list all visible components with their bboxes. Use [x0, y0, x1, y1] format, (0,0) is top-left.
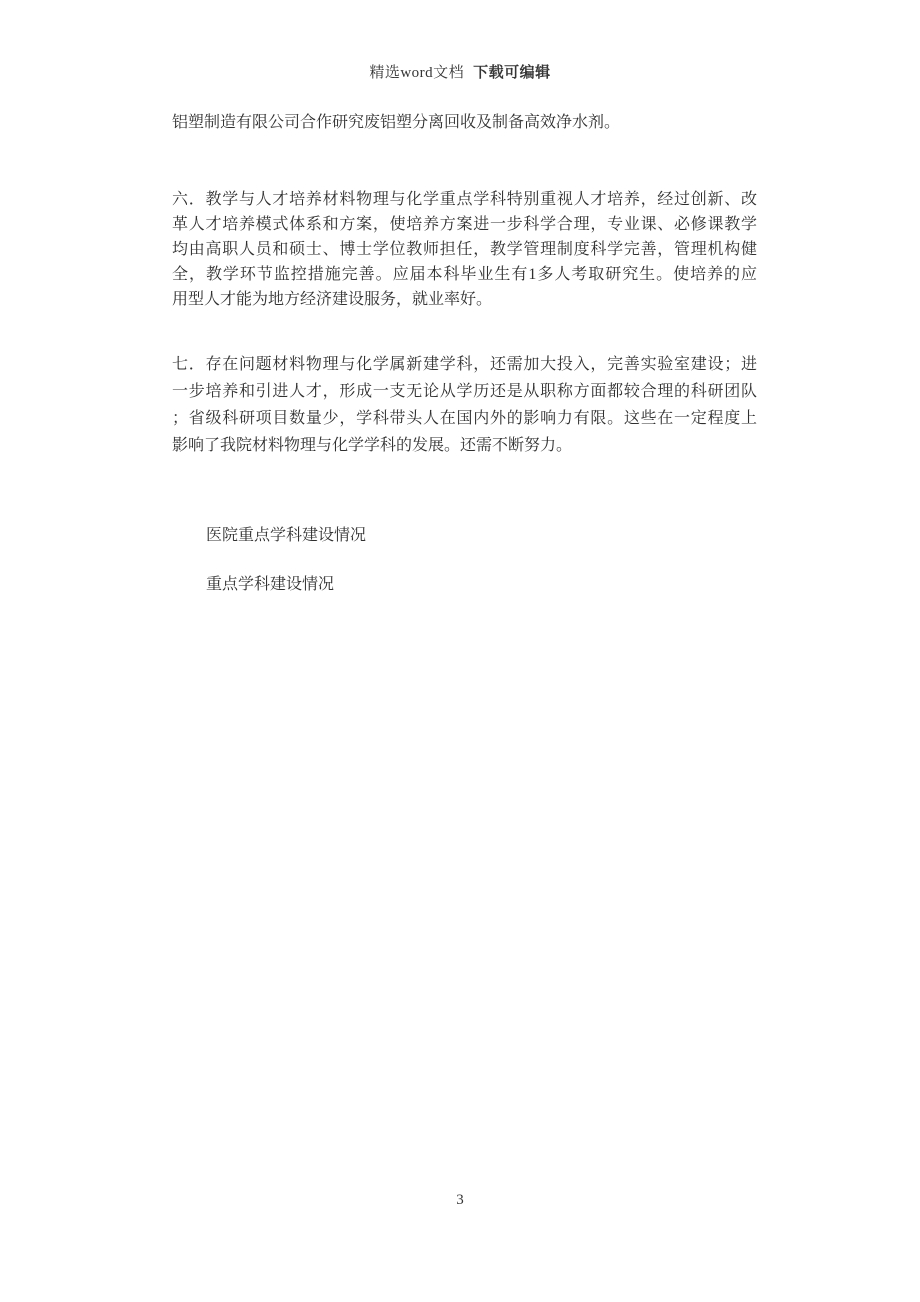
paragraph-continuation: [172, 111, 757, 135]
text-line: 一步培养和引进人才，形成一支无论从学历还是从职称方面都较合理的科研团队: [172, 383, 757, 400]
text-line: 均由高职人员和硕士、博士学位教师担任，教学管理制度科学完善，管理机构健: [172, 241, 757, 258]
caption-key-discipline: 重点学科建设情况: [206, 576, 335, 593]
page-number: 3: [456, 1192, 464, 1208]
text-line: 影响了我院材料物理与化学学科的发展。还需不断努力。: [172, 437, 573, 454]
header-watermark: [0, 61, 920, 82]
text-line: 七．存在问题材料物理与化学属新建学科，还需加大投入，完善实验室建设；进: [172, 356, 757, 373]
paragraph-seven-problems: [172, 351, 757, 459]
text-line: 用型人才能为地方经济建设服务，就业率好。: [172, 291, 493, 308]
header-watermark-right: 下载可编辑: [473, 65, 551, 81]
text-line: 铝塑制造有限公司合作研究废铝塑分离回收及制备高效净水剂。: [172, 114, 621, 131]
header-watermark-left: 精选word文档: [369, 65, 465, 81]
text-line: 全，教学环节监控措施完善。应届本科毕业生有1多人考取研究生。使培养的应: [172, 266, 757, 283]
caption-hospital-key-discipline: 医院重点学科建设情况: [206, 527, 367, 544]
text-line: ；省级科研项目数量少，学科带头人在国内外的影响力有限。这些在一定程度上: [172, 410, 757, 427]
paragraph-six-teaching: [172, 187, 757, 312]
text-line: 革人才培养模式体系和方案，使培养方案进一步科学合理，专业课、必修课教学: [172, 216, 757, 233]
text-line: 六．教学与人才培养材料物理与化学重点学科特别重视人才培养，经过创新、改: [172, 191, 757, 208]
